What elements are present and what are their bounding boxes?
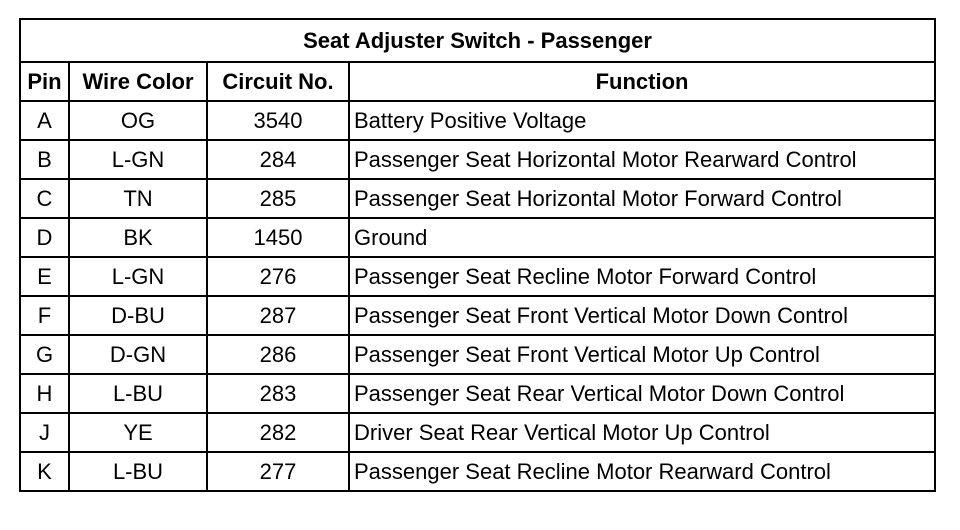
header-function: Function (349, 62, 935, 101)
function-cell: Driver Seat Rear Vertical Motor Up Control (349, 413, 935, 452)
wire-color-cell: L-GN (69, 140, 207, 179)
circuit-no-cell: 277 (207, 452, 349, 491)
table-title-row (20, 19, 935, 62)
circuit-no-cell: 276 (207, 257, 349, 296)
circuit-no-cell: 286 (207, 335, 349, 374)
wire-color-cell: OG (69, 101, 207, 140)
table-row (20, 257, 935, 296)
header-wire-color: Wire Color (69, 62, 207, 101)
table-row (20, 413, 935, 452)
table-row (20, 140, 935, 179)
header-pin: Pin (20, 62, 69, 101)
table-row (20, 296, 935, 335)
pin-cell: E (20, 257, 69, 296)
function-cell: Ground (349, 218, 935, 257)
table-row (20, 335, 935, 374)
pin-cell: K (20, 452, 69, 491)
pin-cell: J (20, 413, 69, 452)
wire-color-cell: L-BU (69, 374, 207, 413)
function-cell: Passenger Seat Front Vertical Motor Up Control (349, 335, 935, 374)
table-row (20, 374, 935, 413)
circuit-no-cell: 3540 (207, 101, 349, 140)
wire-color-cell: BK (69, 218, 207, 257)
pin-cell: G (20, 335, 69, 374)
table-title: Seat Adjuster Switch - Passenger (20, 19, 935, 62)
table-row (20, 218, 935, 257)
circuit-no-cell: 285 (207, 179, 349, 218)
wire-color-cell: D-BU (69, 296, 207, 335)
pin-cell: H (20, 374, 69, 413)
wire-color-cell: TN (69, 179, 207, 218)
wire-color-cell: L-GN (69, 257, 207, 296)
function-cell: Passenger Seat Recline Motor Forward Control (349, 257, 935, 296)
table-row (20, 452, 935, 491)
function-cell: Passenger Seat Front Vertical Motor Down Control (349, 296, 935, 335)
table-body (20, 101, 935, 491)
wire-color-cell: L-BU (69, 452, 207, 491)
table-row (20, 101, 935, 140)
function-cell: Passenger Seat Recline Motor Rearward Control (349, 452, 935, 491)
connector-pinout-table (19, 18, 936, 492)
pin-cell: D (20, 218, 69, 257)
circuit-no-cell: 283 (207, 374, 349, 413)
circuit-no-cell: 284 (207, 140, 349, 179)
wire-color-cell: YE (69, 413, 207, 452)
table-row (20, 179, 935, 218)
function-cell: Passenger Seat Horizontal Motor Rearward Control (349, 140, 935, 179)
circuit-no-cell: 1450 (207, 218, 349, 257)
table-header-row (20, 62, 935, 101)
function-cell: Battery Positive Voltage (349, 101, 935, 140)
pin-cell: B (20, 140, 69, 179)
header-circuit-no: Circuit No. (207, 62, 349, 101)
function-cell: Passenger Seat Horizontal Motor Forward Control (349, 179, 935, 218)
wire-color-cell: D-GN (69, 335, 207, 374)
pin-cell: C (20, 179, 69, 218)
circuit-no-cell: 287 (207, 296, 349, 335)
pin-cell: F (20, 296, 69, 335)
circuit-no-cell: 282 (207, 413, 349, 452)
pin-cell: A (20, 101, 69, 140)
function-cell: Passenger Seat Rear Vertical Motor Down Control (349, 374, 935, 413)
